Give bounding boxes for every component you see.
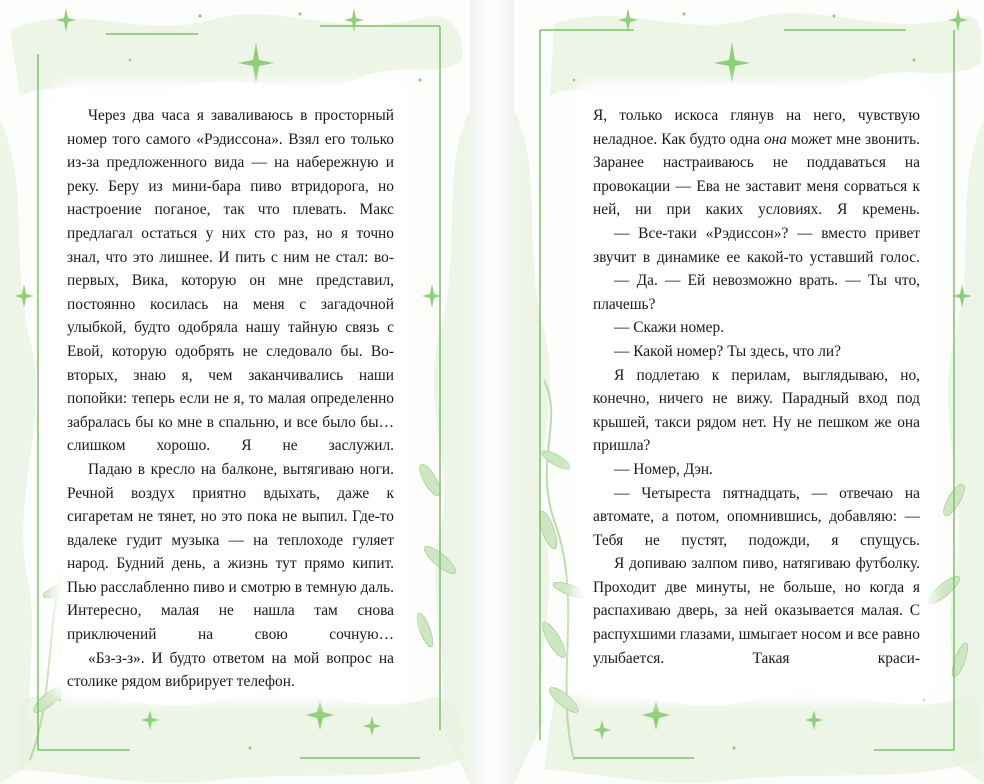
right-page-text <box>593 104 920 670</box>
swirl-left <box>514 110 550 784</box>
paragraph: Падаю в кресло на балконе, вытягиваю ноги. Речной воздух приятно вдыхать, даже к сигаретам не тянет, но это пока не выпил. Где-то вдалеке гудит музыка — на теплоходе гуляет народ. Будний день, а жизнь тут прямо кипит. Пью расслабленно пиво и смотрю в темную даль. Интересно, малая не нашла там снова приключений на свою сочную… <box>67 460 394 644</box>
left-page-text <box>67 104 394 694</box>
left-page <box>0 0 470 784</box>
paragraph: — Какой номер? Ты здесь, что ли? <box>614 342 841 360</box>
paragraph: Я подлетаю к перилам, выглядываю, но, конечно, ничего не вижу. Парадный вход под крышей, такси рядом нет. Ну не пешком же она пришла? <box>593 366 920 455</box>
paragraph: — Скажи номер. <box>614 319 725 337</box>
swirl-bottom <box>20 693 462 782</box>
paragraph: Я допиваю залпом пиво, натягиваю футболку. Проходит две минуты, не больше, но когда я распахиваю дверь, за ней оказывается малая. С распухшими глазами, шмыгает носом и все равно улыбается. Такая краси- <box>593 555 920 667</box>
right-page <box>514 0 984 784</box>
paragraph: «Бз-з-з». И будто ответом на мой вопрос на столике рядом вибрирует телефон. <box>67 649 394 691</box>
paragraph: — Все-таки «Рэдиссон»? — вместо привет звучит в динамике ее какой-то уставший голос. <box>593 224 920 266</box>
paragraph: Через два часа я заваливаюсь в просторный номер того самого «Рэдиссона». Взял его только из-за предложенного вида — на набережную и реку. Беру из мини-бара пиво втридорога, но настроение поганое, так что плевать. Макс предлагал остаться у них сто раз, но я точно знал, что это лишнее. И пить с ним не стал: во-первых, Вика, которую он мне представил, постоянно косилась на меня с загадочной улыбкой, будто одобряла нашу тайную связь с Евой, которую одобрять не следовало бы. Во-вторых, знаю я, чем заканчивались наши попойки: теперь если не я, то малая определенно забралась бы ко мне в спальню, и все было бы… слишком хорошо. Я не заслужил. <box>67 107 394 455</box>
paragraph: — Номер, Дэн. <box>614 460 713 478</box>
emphasis-text: она <box>763 130 787 148</box>
swirl-bottom <box>544 693 982 782</box>
paragraph <box>593 104 920 222</box>
paragraph: — Четыреста пятнадцать, — отвечаю на автомате, а потом, опомнившись, добавляю: — Тебя не пустят, подожди, я спущусь. <box>593 484 920 549</box>
swirl-top <box>550 13 982 96</box>
text-run: Я, только искоса глянув на него, чувствую неладное. Как будто одна <box>593 107 920 148</box>
page-gutter <box>470 0 514 784</box>
paragraph: — Да. — Ей невозможно врать. — Ты что, плачешь? <box>593 272 920 313</box>
text-run: может мне звонить. Заранее настраиваюсь не поддаваться на провокации — Ева не заставит меня сорваться к ней, ни при каких условиях. Я кремень. <box>593 130 921 219</box>
swirl-left <box>0 120 36 784</box>
